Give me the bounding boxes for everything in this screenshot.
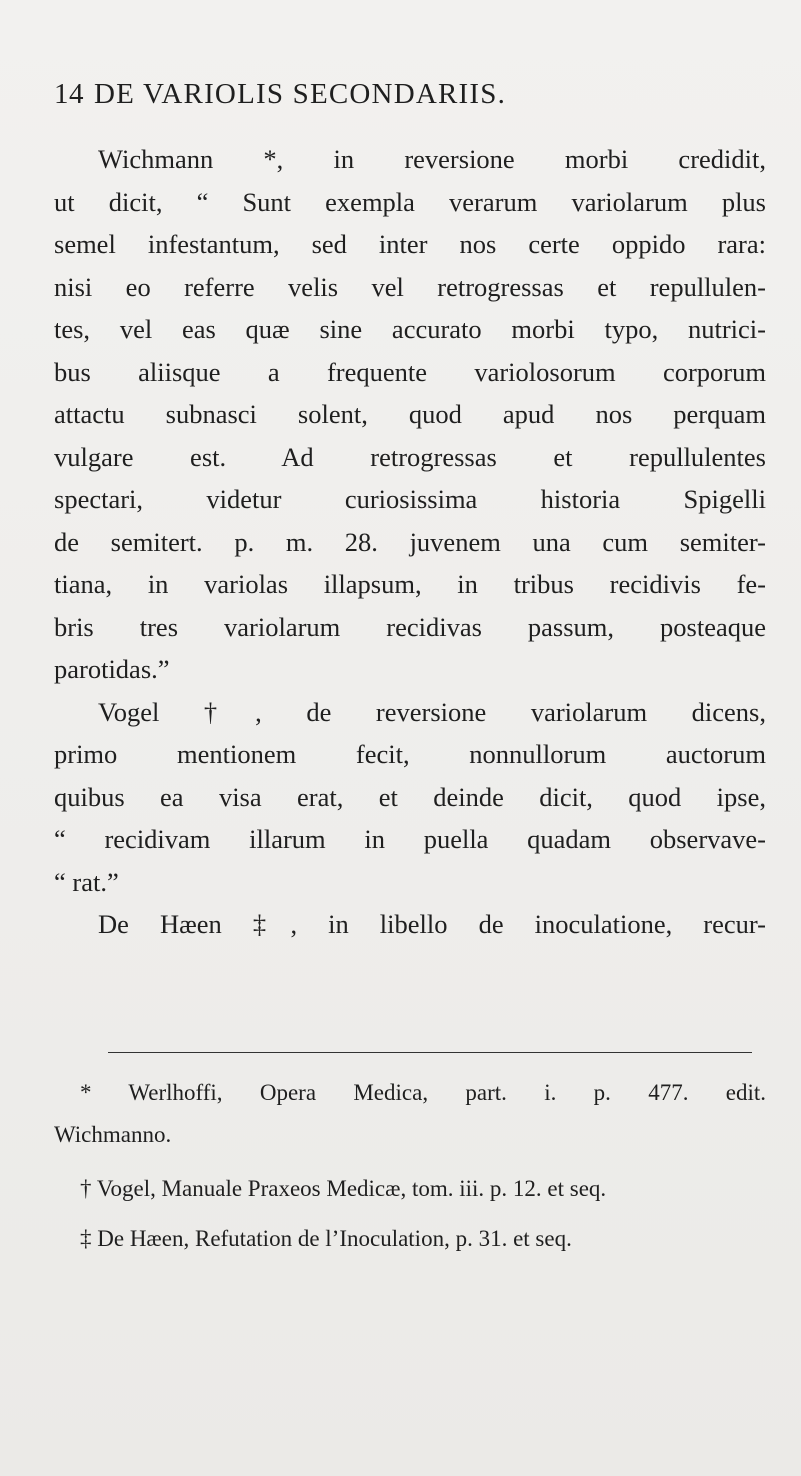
page-number: 14 — [54, 78, 84, 110]
body-line: attactu subnasci solent, quod apud nos perquam — [54, 399, 766, 429]
body-line: De Hæen ‡, in libello de inoculatione, recur- — [98, 909, 766, 939]
body-text — [54, 138, 766, 946]
footnote-1-line-1: * Werlhoffi, Opera Medica, part. i. p. 477. edit. — [80, 1080, 766, 1105]
body-line: tes, vel eas quæ sine accurato morbi typo, nutrici- — [54, 314, 766, 344]
footnote-3: ‡ De Hæen, Refutation de l’Inoculation, p. 31. et seq. — [80, 1226, 572, 1251]
body-line: Vogel †, de reversione variolarum dicens, — [98, 696, 766, 727]
footnote-rule — [108, 1052, 752, 1053]
body-line: ut dicit, “ Sunt exempla verarum variolarum plus — [54, 186, 766, 217]
body-line: quibus ea visa erat, et deinde dicit, quod ipse, — [54, 781, 766, 812]
body-line: “ recidivam illarum in puella quadam observave- — [54, 824, 766, 854]
body-line: spectari, videtur curiosissima historia Spigelli — [54, 484, 766, 514]
body-line: tiana, in variolas illapsum, in tribus recidivis fe- — [54, 569, 766, 599]
running-head — [54, 78, 754, 118]
body-line: nisi eo referre velis vel retrogressas et repullulen- — [54, 271, 766, 302]
footnote-1-line-2: Wichmanno. — [54, 1122, 172, 1147]
body-line: “ rat.” — [54, 866, 119, 897]
body-line: Wichmann *, in reversione morbi credidit, — [98, 144, 766, 174]
body-line: parotidas.” — [54, 654, 170, 684]
body-line: bus aliisque a frequente variolosorum corporum — [54, 356, 766, 387]
footnote-2: † Vogel, Manuale Praxeos Medicæ, tom. iii. p. 12. et seq. — [80, 1176, 607, 1201]
body-line: primo mentionem fecit, nonnullorum auctorum — [54, 739, 766, 769]
body-line: bris tres variolarum recidivas passum, posteaque — [54, 611, 766, 642]
body-line: de semitert. p. m. 28. juvenem una cum semiter- — [54, 526, 766, 557]
body-line: semel infestantum, sed inter nos certe oppido rara: — [54, 229, 766, 259]
body-line: vulgare est. Ad retrogressas et repullulentes — [54, 441, 766, 472]
running-title: DE VARIOLIS SECONDARIIS. — [94, 78, 507, 110]
